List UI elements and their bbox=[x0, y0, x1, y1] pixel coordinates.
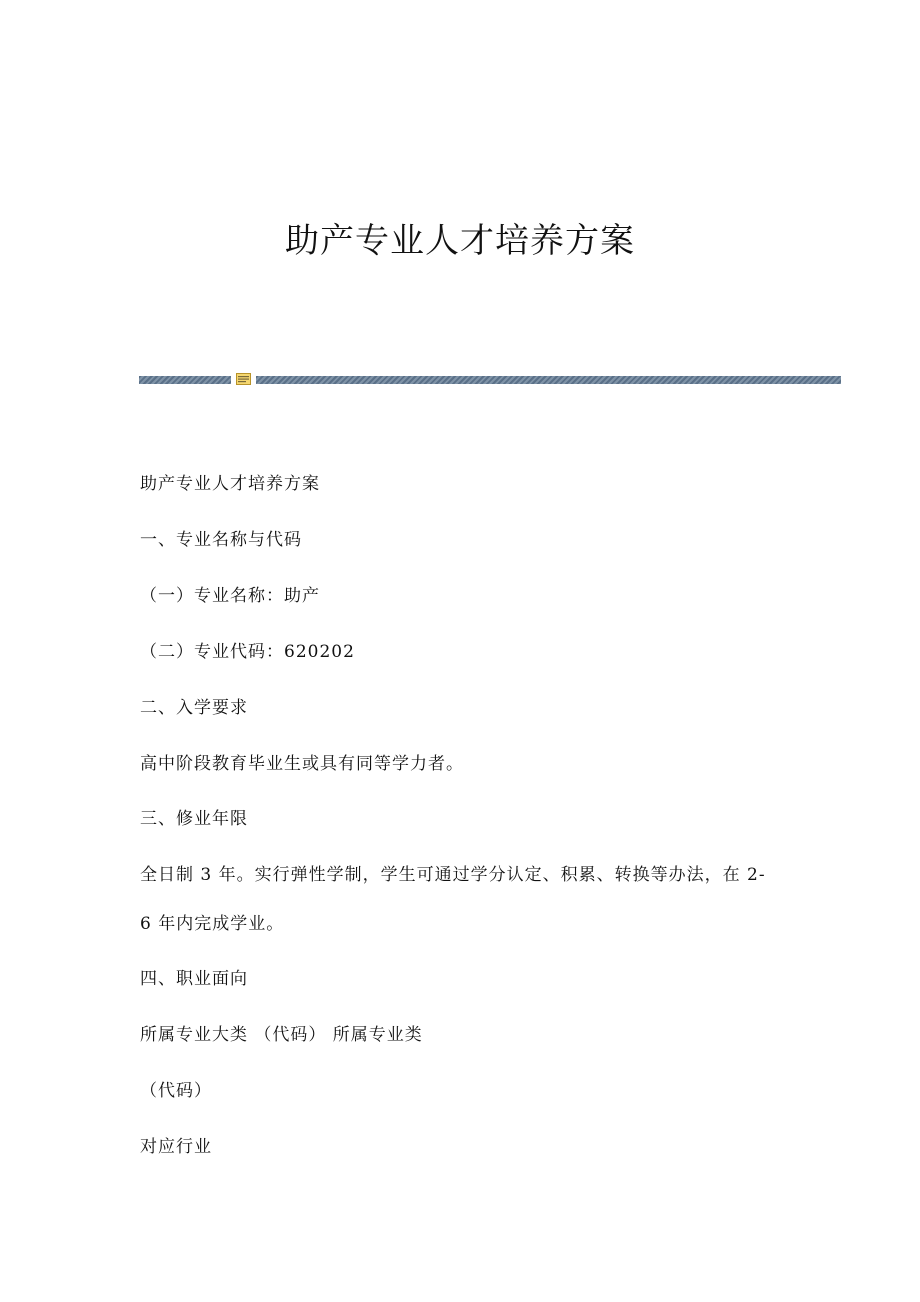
document-emblem-icon bbox=[236, 373, 251, 385]
admission-requirement-text: 高中阶段教育毕业生或具有同等学力者。 bbox=[140, 754, 464, 774]
major-name-line: （一）专业名称：助产 bbox=[140, 586, 320, 606]
divider-bar-right bbox=[256, 376, 841, 384]
career-table-industry-label: 对应行业 bbox=[140, 1137, 212, 1157]
page-title: 助产专业人才培养方案 bbox=[285, 221, 635, 261]
study-duration-text-continued: 6 年内完成学业。 bbox=[140, 914, 285, 934]
section-heading-2: 二、入学要求 bbox=[140, 698, 248, 718]
title-divider bbox=[139, 373, 841, 385]
career-table-code-label: （代码） bbox=[140, 1081, 212, 1101]
section-heading-1: 一、专业名称与代码 bbox=[140, 530, 302, 550]
section-heading-4: 四、职业面向 bbox=[140, 969, 248, 989]
section-heading-3: 三、修业年限 bbox=[140, 809, 248, 829]
major-code-line: （二）专业代码：620202 bbox=[140, 642, 355, 662]
study-duration-text: 全日制 3 年。实行弹性学制，学生可通过学分认定、积累、转换等办法，在 2- bbox=[140, 865, 766, 885]
divider-bar-left bbox=[139, 376, 231, 384]
career-table-header-line: 所属专业大类 （代码） 所属专业类 bbox=[140, 1025, 423, 1045]
document-heading-repeat: 助产专业人才培养方案 bbox=[140, 474, 320, 494]
